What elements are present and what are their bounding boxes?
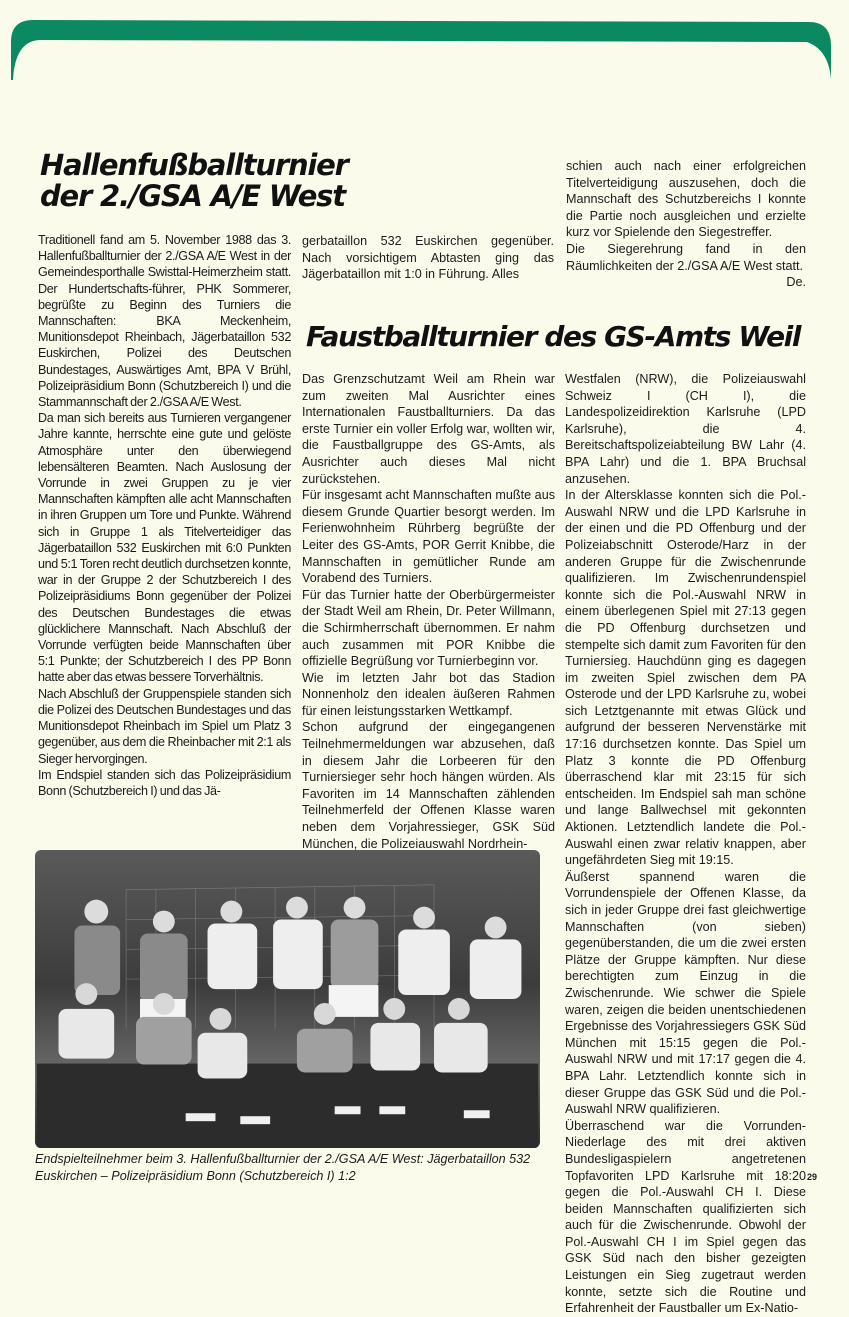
paragraph: Wie im letzten Jahr bot das Stadion Nonnenholz den idealen äußeren Rahmen für einen leistungsstarken Wettkampf. xyxy=(302,670,555,718)
article1-column3 xyxy=(566,158,806,291)
paragraph: Für das Turnier hatte der Oberbürgermeister der Stadt Weil am Rhein, Dr. Peter Willmann, die Schirmherrschaft übernommen. Er nahm auch zusammen mit POR Knibbe die offizielle Begrüßung vor Turnierbeginn vor. xyxy=(302,587,555,669)
paragraph: Überraschend war die Vorrunden-Niederlage des mit drei aktiven Bundesligaspielern angetretenen Topfavoriten LPD Karlsruhe mit 18:20 gegen die Pol.-Auswahl CH I. Diese beiden Mannschaften qualifizierten sich auch für die Zwischenrunde. Obwohl der Pol.-Auswahl CH I im Spiel gegen das GSK Süd nach den bisher gezeigten Leistungen ein Sieg zugetraut werden konnte, setzte sich die Routine und Erfahrenheit der Faustballer um Ex-Natio- xyxy=(565,1118,806,1316)
paragraph: schien auch nach einer erfolgreichen Titelverteidigung auszusehen, doch die Mannschaft des Schutzbereichs I konnte die Partie noch ausgleichen und erzielte kurz vor Spielende den Siegestreffer. xyxy=(566,159,806,240)
green-header-band xyxy=(11,20,831,80)
paragraph: In der Altersklasse konnten sich die Pol.-Auswahl NRW und die LPD Karlsruhe in der einen und die PD Offenburg und der Polizeiabschnitt Osterode/Harz in der anderen Gruppe für die Zwischenrunde qualifizieren. Im Zwischenrundenspiel konnte sich die Pol.-Auswahl NRW in einem überlegenen Spiel mit 27:13 gegen die PD Offenburg durchsetzen und stempelte sich damit zum Favoriten für den Turniersieg. Hauchdünn ging es dagegen im zweiten Spiel zwischen dem PA Osterode und der LPD Karlsruhe zu, wobei sich Letztgenannte mit etwas Glück und aufgrund der besseren Nervenstärke mit 17:16 durchsetzen konnte. Das Spiel um Platz 3 konnte die PD Offenburg überraschend klar mit 23:15 für sich entscheiden. Im Endspiel sah man schöne und lange Ballwechsel mit gekonnten Aktionen. Letztendlich landete die Pol.-Auswahl einen zwar relativ knappen, aber ungefährdeten Sieg mit 19:15. xyxy=(565,488,806,868)
article2-column2 xyxy=(565,371,806,1317)
paragraph: Schon aufgrund der eingegangenen Teilnehmermeldungen war abzusehen, daß in diesem Jahr die Lorbeeren für den Turniersieger sehr hoch hängen würden. Als Favoriten im 14 Mannschaften zählenden Teilnehmerfeld der Offenen Klasse waren neben dem Vorjahressieger, GSK Süd München, die Polizeiauswahl Nordrhein- xyxy=(302,720,555,851)
article1-column2 xyxy=(302,233,554,283)
paragraph: Das Grenzschutzamt Weil am Rhein war zum zweiten Mal Ausrichter eines Internationalen Faustballturniers. Da das erste Turnier ein voller Erfolg war, wollten wir, die Faustballgruppe des GS-Amts, als Ausrichter auch dieses Mal nicht zurückstehen. xyxy=(302,372,555,486)
paragraph: Westfalen (NRW), die Polizeiauswahl Schweiz I (CH I), die Landespolizeidirektion Karlsruhe (LPD Karlsruhe), die 4. Bereitschaftspolizeiabteilung BW Lahr (4. BPA Lahr) und die 1. BPA Bruchsal anzusehen. xyxy=(565,372,806,486)
article2-title: Faustballturnier des GS-Amts Weil xyxy=(306,320,801,353)
page-number: 29 xyxy=(807,1172,818,1182)
team-photo-illustration xyxy=(35,850,540,1148)
paragraph: Traditionell fand am 5. November 1988 das 3. Hallenfußballturnier der 2./GSA A/E West in der Gemeindesporthalle Swisttal-Heimerzheim statt. Der Hundertschafts-führer, PHK Sommerer, begrüßte zu Beginn des Turniers die Mannschaften: BKA Meckenheim, Munitionsdepot Rheinbach, Jägerbataillon 532 Euskirchen, Polizei des Deutschen Bundestages, Auswärtiges Amt, BPA V Brühl, Polizeipräsidium Bonn (Schutzbereich I) und die Stammannschaft der 2./GSA A/E West. xyxy=(38,233,291,410)
article1-title-line1: Hallenfußballturnier xyxy=(40,148,348,182)
author-signature: De. xyxy=(786,275,806,290)
paragraph: Äußerst spannend waren die Vorrundenspiele der Offenen Klasse, da sich in jeder Gruppe drei fast gleichwertige Mannschaften (von sieben) gegenüberstanden, die um die zwei ersten Plätze der Gruppe kämpften. Nur diese berechtigten zum Einzug in die Zwischenrunde. Wie schwer die Spiele waren, zeigen die beiden unentschiedenen Ergebnisse des Vorjahressiegers GSK Süd München mit 15:15 gegen die Pol.-Auswahl NRW und mit 17:17 gegen die 4. BPA Lahr. Letztendlich konnte sich in dieser Gruppe das GSK Süd und die Pol.-Auswahl NRW qualifizieren. xyxy=(565,869,806,1117)
paragraph: Da man sich bereits aus Turnieren vergangener Jahre kannte, herrschte eine gute und gelöste Atmosphäre unter den überwiegend lebensälteren Beamten. Nach Auslosung der Vorrunde in zwei Gruppen zu je vier Mannschaften kämpften alle acht Mannschaften in ihren Gruppen um Tore und Punkte. Während sich in Gruppe 1 als Titelverteidiger das Jägerbataillon 532 Euskirchen mit 6:0 Punkten und 5:1 Toren recht deutlich durchsetzen konnte, war in der Gruppe 2 der Schutzbereich I des Polizeipräsidiums Bonn gegenüber der Polizei des Deutschen Bundestages die etwas glücklichere Mannschaft. Nach Abschluß der Vorrunde verfügten beide Mannschaften über 5:1 Punkte; der Schutzbereich I des PP Bonn hatte aber das etwas bessere Torverhältnis. xyxy=(38,411,291,685)
paragraph: Im Endspiel standen sich das Polizeipräsidium Bonn (Schutzbereich I) und das Jä- xyxy=(38,767,291,798)
paragraph: Nach Abschluß der Gruppenspiele standen sich die Polizei des Deutschen Bundestages und das Munitionsdepot Rheinbach im Spiel um Platz 3 gegenüber, aus dem die Rheinbacher mit 2:1 als Sieger hervorgingen. xyxy=(38,686,291,766)
floor xyxy=(37,1064,539,1148)
paragraph: gerbataillon 532 Euskirchen gegenüber. Nach vorsichtigem Abtasten ging das Jägerbataillon mit 1:0 in Führung. Alles xyxy=(302,234,554,282)
article1-title-line2: der 2./GSA A/E West xyxy=(40,179,345,214)
team-photo xyxy=(35,850,540,1148)
article2-column1 xyxy=(302,371,555,852)
photo-caption: Endspielteilnehmer beim 3. Hallenfußballturnier der 2./GSA A/E West: Jägerbataillon 532 Euskirchen – Polizeipräsidium Bonn (Schutzbereich I) 1:2 xyxy=(35,1152,531,1183)
paragraph: Die Siegerehrung fand in den Räumlichkeiten der 2./GSA A/E West statt. xyxy=(566,241,806,273)
article1-column1 xyxy=(38,232,291,799)
paragraph: Für insgesamt acht Mannschaften mußte aus diesem Grunde Quartier besorgt werden. Im Ferienwohnheim Rührberg begrüßte der Leiter des GS-Amts, POR Gerrit Knibbe, die Mannschaften in gemütlicher Runde am Vorabend des Turniers. xyxy=(302,488,555,586)
article1-title xyxy=(40,150,348,213)
